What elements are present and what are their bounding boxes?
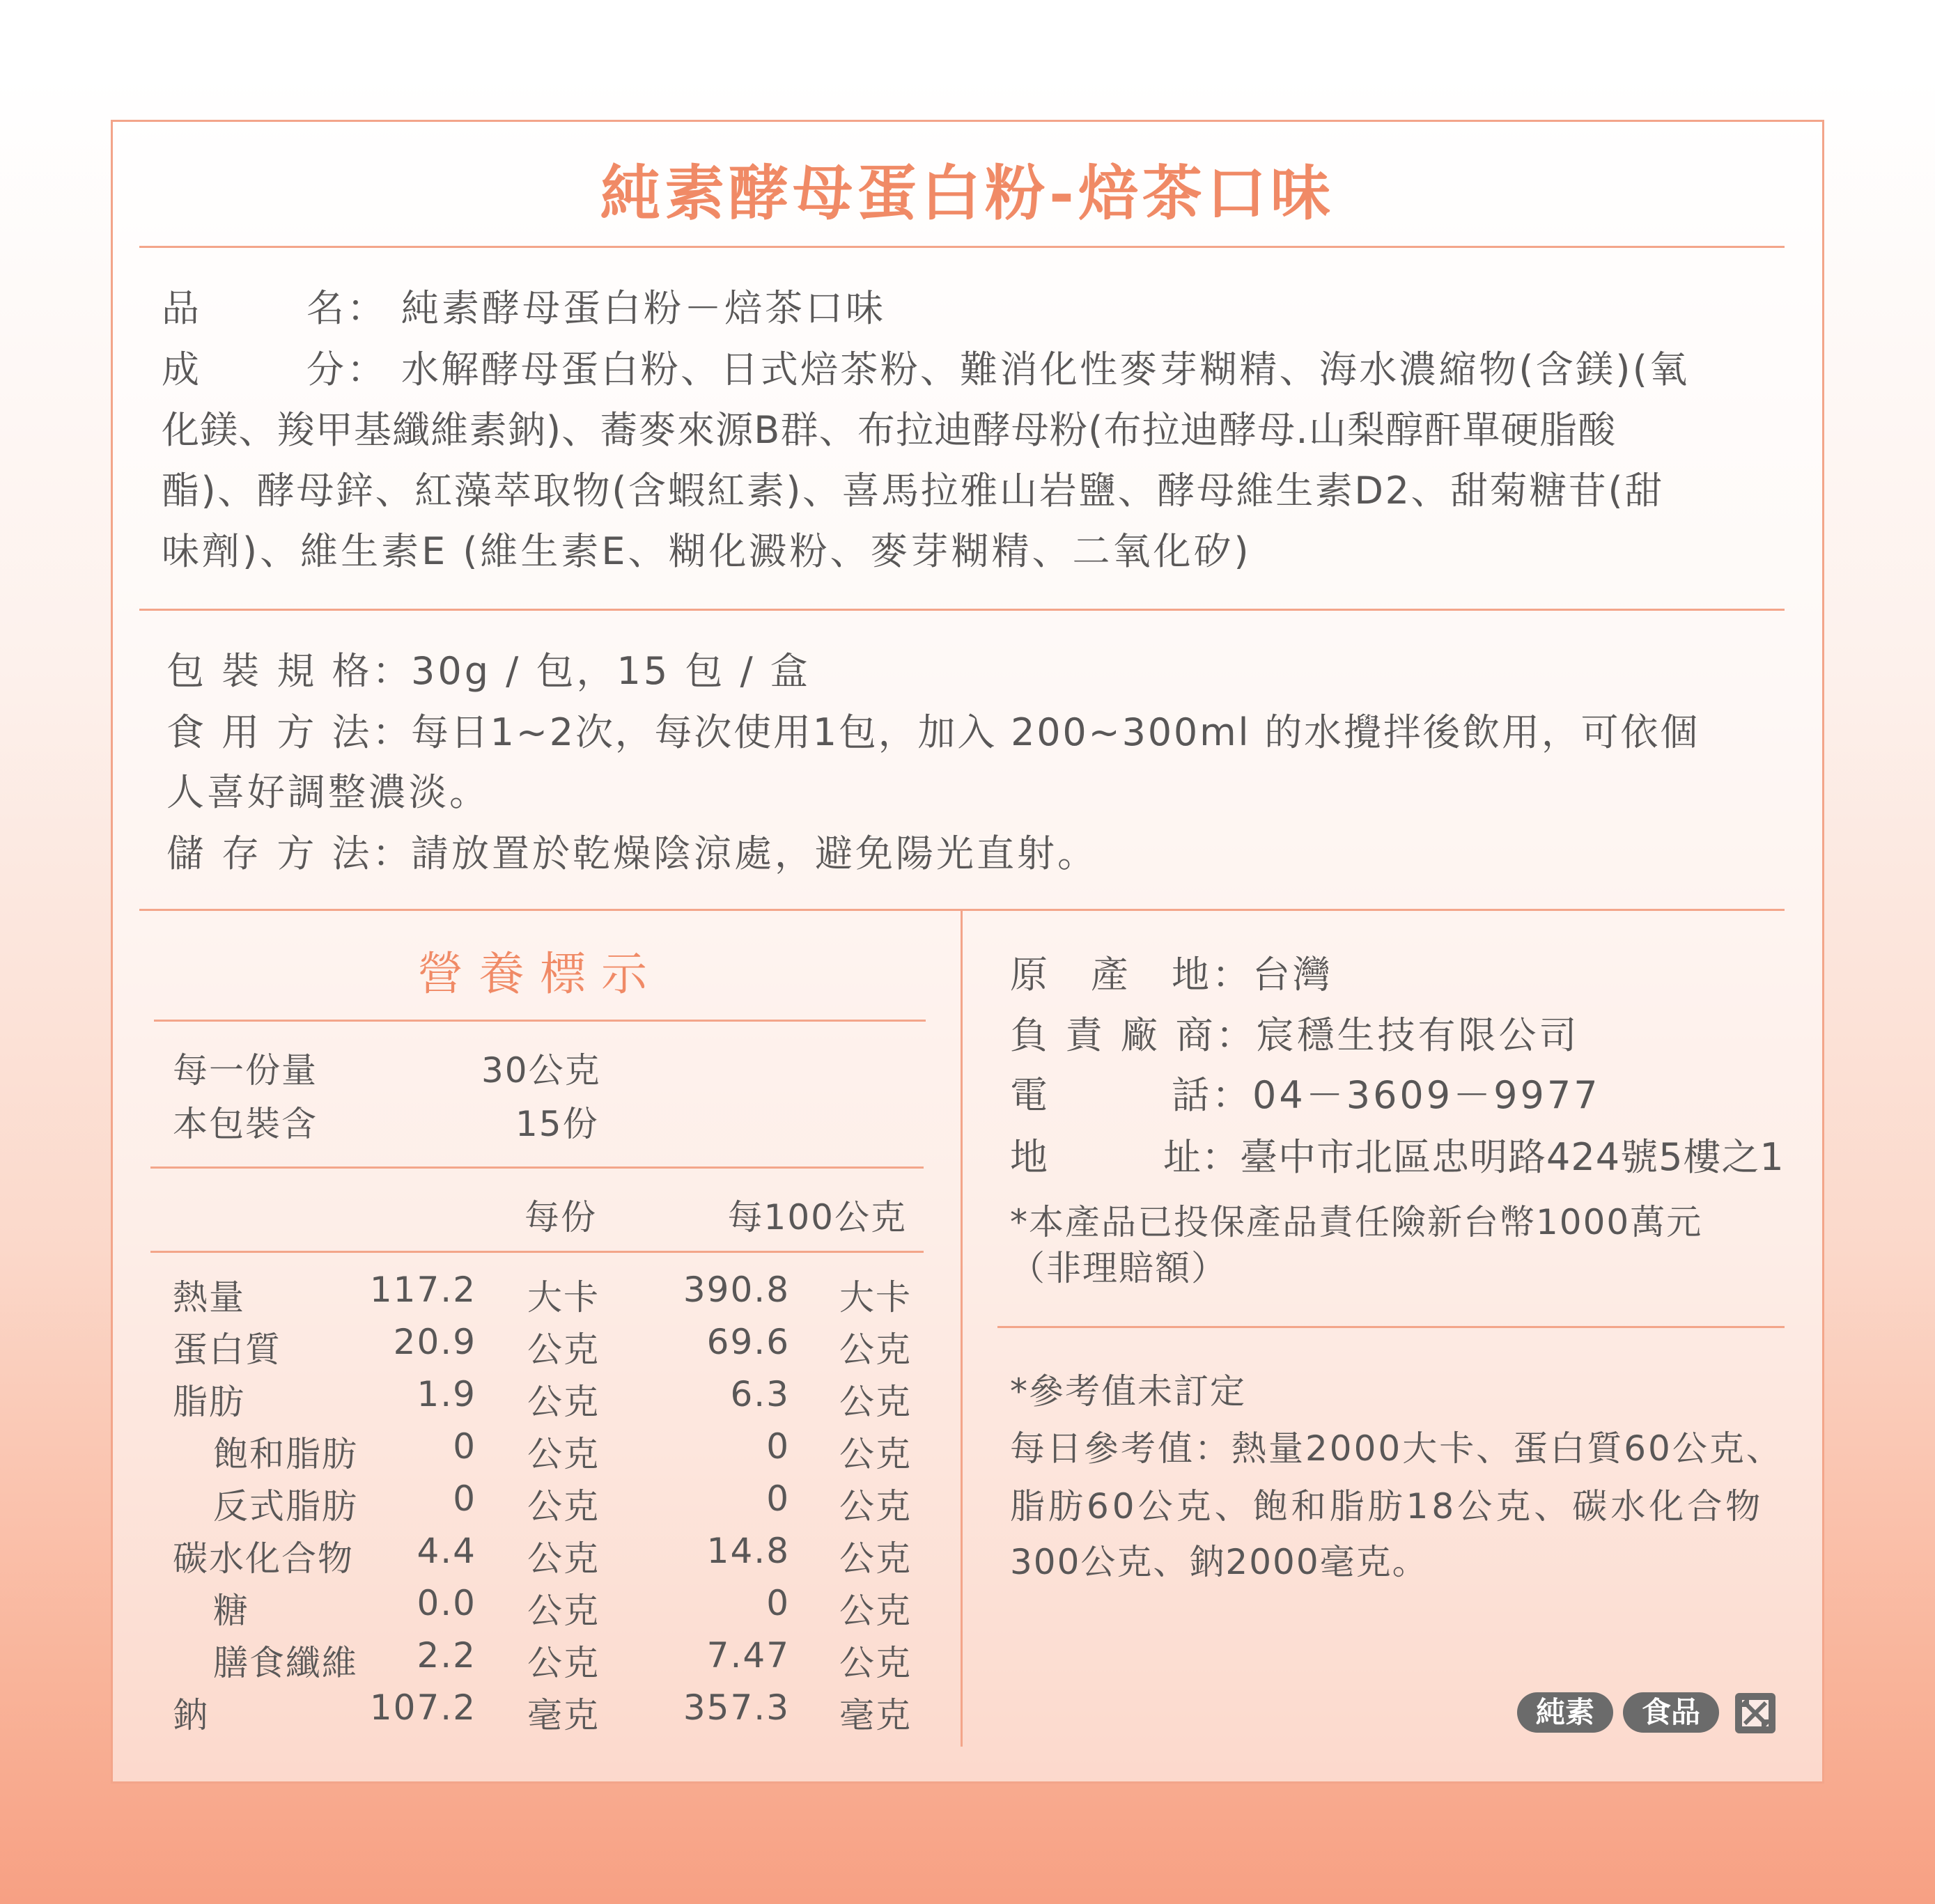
reference-line: 每日參考值：熱量2000大卡、蛋白質60公克、: [1010, 1428, 1783, 1469]
divider: [150, 1166, 924, 1169]
per-serving-unit: 公克: [527, 1643, 600, 1683]
per-100g-unit: 大卡: [839, 1277, 912, 1318]
serving-value: 30公克: [481, 1050, 601, 1091]
reference-line: 脂肪60公克、飽和脂肪18公克、碳水化合物: [1010, 1486, 1764, 1527]
package-spec: 30g / 包，15 包 / 盒: [411, 649, 811, 693]
nutrient-name: 脂肪: [173, 1382, 245, 1422]
per-100g-unit: 公克: [839, 1382, 912, 1422]
insurance-subnote: （非理賠額）: [1010, 1248, 1227, 1288]
per-100g-unit: 毫克: [839, 1695, 912, 1735]
per-100g-unit: 公克: [839, 1538, 912, 1579]
page-title: 純素酵母蛋白粉-焙茶口味: [600, 158, 1335, 228]
ingredients-line: 味劑)、維生素E (維生素E、糊化澱粉、麥芽糊精、二氧化矽): [162, 529, 1252, 573]
per-100g-value: 14.8: [706, 1531, 790, 1571]
per-serving-value: 0.0: [417, 1583, 476, 1623]
per-serving-unit: 公克: [527, 1538, 600, 1579]
per-100g-unit: 公克: [839, 1434, 912, 1474]
phone-row: 電 話：04－3609－9977: [1010, 1073, 1601, 1117]
recycle-icon: [1735, 1693, 1775, 1733]
nutrient-name: 碳水化合物: [173, 1538, 354, 1579]
per-100g-unit: 公克: [839, 1643, 912, 1683]
ingredients-line: 化鎂、羧甲基纖維素鈉)、蕎麥來源B群、布拉迪酵母粉(布拉迪酵母.山梨醇酐單硬脂酸: [162, 408, 1617, 452]
reference-line: 300公克、鈉2000毫克。: [1010, 1542, 1429, 1582]
per-serving-unit: 公克: [527, 1434, 600, 1474]
per-serving-value: 107.2: [369, 1687, 476, 1728]
food-badge: 食品: [1623, 1692, 1719, 1733]
divider: [154, 1020, 926, 1022]
per-serving-unit: 大卡: [527, 1277, 600, 1318]
per-serving-value: 20.9: [393, 1322, 476, 1362]
nutrient-name: 膳食纖維: [213, 1643, 358, 1683]
per-serving-unit: 公克: [527, 1382, 600, 1422]
address-row: 地 址：臺中市北區忠明路424號5樓之1: [1010, 1135, 1785, 1179]
per-100g-unit: 公克: [839, 1591, 912, 1631]
per-serving-unit: 公克: [527, 1486, 600, 1527]
storage-label: 儲 存 方 法：: [166, 832, 413, 875]
col-per-serving: 每份: [524, 1197, 597, 1238]
per-serving-value: 0: [453, 1426, 476, 1467]
col-per-100g: 每100公克: [727, 1197, 907, 1238]
nutrient-name: 鈉: [173, 1695, 209, 1735]
divider: [139, 246, 1785, 248]
vertical-divider: [961, 910, 963, 1747]
origin-row: 原 產 地：台灣: [1010, 953, 1333, 997]
ingredients-line: 酯)、酵母鋅、紅藻萃取物(含蝦紅素)、喜馬拉雅山岩鹽、酵母維生素D2、甜菊糖苷(甜: [162, 469, 1664, 513]
per-serving-value: 2.2: [417, 1635, 476, 1676]
vegan-badge: 純素: [1517, 1692, 1613, 1733]
per-100g-value: 69.6: [706, 1322, 790, 1362]
per-serving-value: 0: [453, 1478, 476, 1519]
insurance-note: *本產品已投保產品責任險新台幣1000萬元: [1010, 1202, 1703, 1242]
divider: [997, 1326, 1785, 1328]
pack-value: 15份: [515, 1104, 599, 1144]
method-label: 食 用 方 法：: [166, 710, 413, 754]
nutrient-name: 熱量: [173, 1277, 245, 1318]
pack-label: 本包裝含: [173, 1104, 318, 1144]
reference-note: *參考值未訂定: [1010, 1371, 1246, 1412]
divider: [139, 609, 1785, 611]
ingredients-label: 成 分：: [162, 348, 387, 391]
nutrient-name: 糖: [213, 1591, 249, 1631]
serving-label: 每一份量: [173, 1050, 318, 1091]
per-serving-value: 117.2: [369, 1270, 476, 1310]
per-100g-value: 0: [766, 1426, 790, 1467]
nutrient-name: 飽和脂肪: [213, 1434, 358, 1474]
nutrient-name: 反式脂肪: [213, 1486, 358, 1527]
method-line: 每日1~2次，每次使用1包，加入 200~300ml 的水攪拌後飲用，可依個: [411, 710, 1700, 754]
per-100g-value: 6.3: [730, 1374, 790, 1414]
product-name-label: 品 名：: [162, 286, 387, 330]
ingredients-line: 水解酵母蛋白粉、日式焙茶粉、難消化性麥芽糊精、海水濃縮物(含鎂)(氧: [401, 348, 1690, 391]
per-100g-value: 0: [766, 1583, 790, 1623]
per-serving-unit: 公克: [527, 1329, 600, 1370]
maker-row: 負 責 廠 商：宸穩生技有限公司: [1010, 1013, 1580, 1057]
per-serving-value: 1.9: [417, 1374, 476, 1414]
per-100g-value: 390.8: [683, 1270, 790, 1310]
per-100g-value: 357.3: [683, 1687, 790, 1728]
per-100g-unit: 公克: [839, 1486, 912, 1527]
per-serving-unit: 毫克: [527, 1695, 600, 1735]
per-serving-unit: 公克: [527, 1591, 600, 1631]
per-100g-unit: 公克: [839, 1329, 912, 1370]
method-line: 人喜好調整濃淡。: [166, 770, 490, 814]
nutrition-title: 營養標示: [417, 947, 662, 1001]
package-label: 包 裝 規 格：: [166, 649, 413, 693]
storage-text: 請放置於乾燥陰涼處，避免陽光直射。: [411, 832, 1098, 875]
per-100g-value: 0: [766, 1478, 790, 1519]
nutrient-name: 蛋白質: [173, 1329, 281, 1370]
divider: [150, 1251, 924, 1253]
per-serving-value: 4.4: [417, 1531, 476, 1571]
per-100g-value: 7.47: [706, 1635, 790, 1676]
product-name: 純素酵母蛋白粉－焙茶口味: [401, 286, 886, 330]
